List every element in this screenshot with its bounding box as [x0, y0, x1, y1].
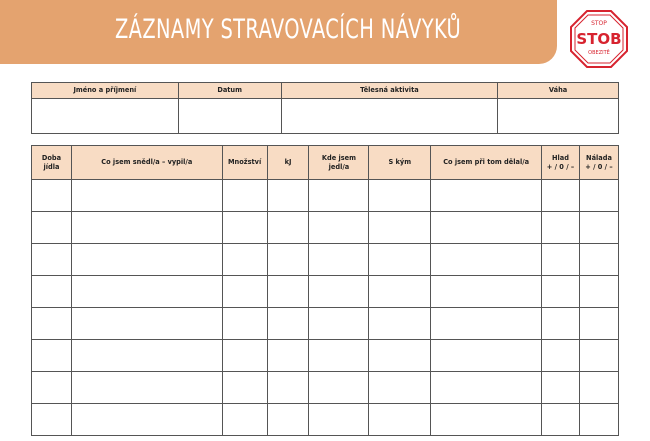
table-cell[interactable]: [369, 404, 431, 436]
table-cell[interactable]: [71, 404, 222, 436]
table-cell[interactable]: [32, 212, 72, 244]
header-hunger: Hlad + / 0 / –: [542, 146, 580, 180]
header-mood: Nálada + / 0 / –: [579, 146, 618, 180]
table-row: [32, 276, 619, 308]
table-row: [32, 244, 619, 276]
table-cell[interactable]: [32, 308, 72, 340]
table-cell[interactable]: [542, 244, 580, 276]
header-company: S kým: [369, 146, 431, 180]
table-cell[interactable]: [32, 276, 72, 308]
table-cell[interactable]: [542, 212, 580, 244]
table-cell[interactable]: [431, 404, 542, 436]
table-cell[interactable]: [542, 276, 580, 308]
table-cell[interactable]: [267, 244, 309, 276]
table-cell[interactable]: [71, 180, 222, 212]
table-cell[interactable]: [309, 308, 369, 340]
table-cell[interactable]: [431, 372, 542, 404]
table-cell[interactable]: [369, 372, 431, 404]
table-cell[interactable]: [431, 340, 542, 372]
table-cell[interactable]: [222, 340, 267, 372]
table-row: [32, 212, 619, 244]
table-cell[interactable]: [579, 340, 618, 372]
table-cell[interactable]: [542, 372, 580, 404]
table-cell[interactable]: [32, 340, 72, 372]
title-banner: [0, 0, 557, 64]
table-cell[interactable]: [431, 308, 542, 340]
logo-bottom-text: OBEZITĚ: [588, 50, 610, 56]
table-cell[interactable]: [309, 372, 369, 404]
activity-field[interactable]: [281, 99, 498, 134]
personal-info-table: [31, 82, 619, 134]
table-cell[interactable]: [222, 276, 267, 308]
table-cell[interactable]: [309, 276, 369, 308]
name-field[interactable]: [32, 99, 179, 134]
table-cell[interactable]: [309, 404, 369, 436]
table-cell[interactable]: [32, 180, 72, 212]
table-cell[interactable]: [542, 404, 580, 436]
table-cell[interactable]: [542, 308, 580, 340]
log-rows: [32, 180, 619, 436]
table-cell[interactable]: [71, 276, 222, 308]
header-date: Datum: [178, 83, 281, 99]
header-activity: Tělesná aktivita: [281, 83, 498, 99]
table-cell[interactable]: [579, 244, 618, 276]
weight-field[interactable]: [498, 99, 619, 134]
table-cell[interactable]: [431, 244, 542, 276]
table-cell[interactable]: [71, 308, 222, 340]
table-cell[interactable]: [222, 372, 267, 404]
table-cell[interactable]: [222, 180, 267, 212]
table-cell[interactable]: [222, 404, 267, 436]
table-row: [32, 180, 619, 212]
logo-main-text: STOB: [576, 30, 622, 48]
table-cell[interactable]: [267, 308, 309, 340]
table-cell[interactable]: [369, 244, 431, 276]
table-cell[interactable]: [71, 372, 222, 404]
table-cell[interactable]: [32, 404, 72, 436]
header-food: Co jsem snědl/a – vypil/a: [71, 146, 222, 180]
table-cell[interactable]: [431, 180, 542, 212]
header-name: Jméno a příjmení: [32, 83, 179, 99]
table-cell[interactable]: [431, 276, 542, 308]
table-cell[interactable]: [71, 340, 222, 372]
table-cell[interactable]: [579, 308, 618, 340]
table-row: [32, 308, 619, 340]
table-row: [32, 372, 619, 404]
table-cell[interactable]: [542, 340, 580, 372]
header-kj: kJ: [267, 146, 309, 180]
table-cell[interactable]: [71, 212, 222, 244]
header-weight: Váha: [498, 83, 619, 99]
page-title: ZÁZNAMY STRAVOVACÍCH NÁVYKŮ: [115, 14, 462, 45]
table-cell[interactable]: [267, 276, 309, 308]
date-field[interactable]: [178, 99, 281, 134]
table-cell[interactable]: [369, 212, 431, 244]
header-amount: Množství: [222, 146, 267, 180]
table-cell[interactable]: [369, 276, 431, 308]
table-cell[interactable]: [369, 308, 431, 340]
table-cell[interactable]: [222, 212, 267, 244]
table-cell[interactable]: [309, 244, 369, 276]
table-cell[interactable]: [222, 244, 267, 276]
table-row: [32, 340, 619, 372]
table-cell[interactable]: [267, 340, 309, 372]
header-activity-during: Co jsem při tom dělal/a: [431, 146, 542, 180]
table-cell[interactable]: [309, 180, 369, 212]
table-cell[interactable]: [579, 404, 618, 436]
food-log-table: [31, 145, 619, 436]
table-cell[interactable]: [32, 244, 72, 276]
table-cell[interactable]: [369, 340, 431, 372]
table-cell[interactable]: [579, 212, 618, 244]
logo-stop-text: STOP: [591, 20, 607, 27]
table-cell[interactable]: [579, 180, 618, 212]
table-cell[interactable]: [267, 404, 309, 436]
table-cell[interactable]: [579, 372, 618, 404]
table-cell[interactable]: [32, 372, 72, 404]
table-cell[interactable]: [579, 276, 618, 308]
header-place: Kde jsem jedl/a: [309, 146, 369, 180]
table-cell[interactable]: [369, 180, 431, 212]
table-row: [32, 404, 619, 436]
table-cell[interactable]: [267, 212, 309, 244]
table-cell[interactable]: [309, 340, 369, 372]
table-cell[interactable]: [267, 180, 309, 212]
table-cell[interactable]: [222, 308, 267, 340]
table-cell[interactable]: [542, 180, 580, 212]
table-cell[interactable]: [431, 212, 542, 244]
header-meal-time: Doba jídla: [32, 146, 72, 180]
table-cell[interactable]: [309, 212, 369, 244]
stob-logo-icon: [570, 10, 628, 68]
table-cell[interactable]: [71, 244, 222, 276]
table-cell[interactable]: [267, 372, 309, 404]
